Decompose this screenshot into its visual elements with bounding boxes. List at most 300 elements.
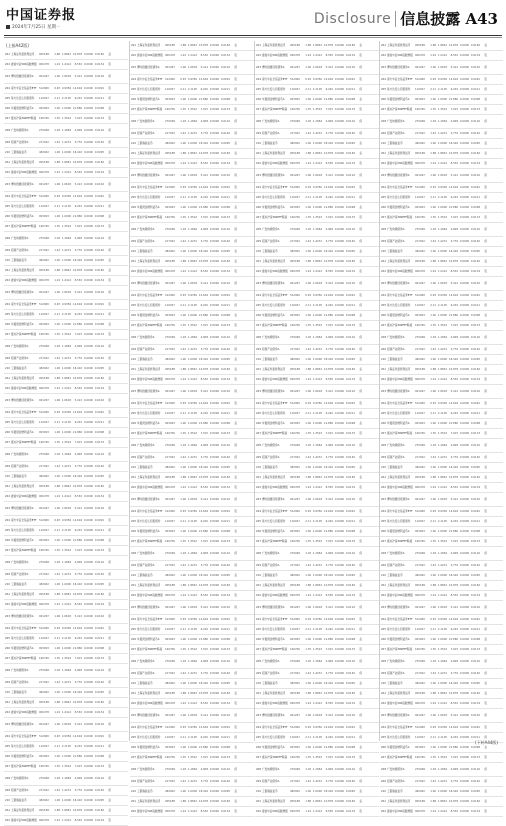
table-cell-n4: 0.0000: [83, 63, 93, 66]
table-row: [380, 419, 503, 429]
table-cell-n5: 0.0133: [94, 657, 104, 660]
table-cell-n4: 0.0000: [83, 809, 93, 812]
table-cell-code: 512900: [39, 627, 49, 630]
table-cell-n4: 0.0000: [209, 628, 219, 631]
table-row: [380, 149, 503, 159]
table-cell-code: 110027: [290, 736, 300, 739]
table-cell-n5: 0.0133: [345, 432, 355, 435]
table-cell-n5: 0.0133: [470, 108, 480, 111]
table-cell-name: 广发纯债债券A: [11, 453, 29, 456]
table-cell-n3: 21,880: [448, 530, 458, 533]
table-cell-code: 003003: [165, 206, 175, 209]
table-cell-no: 205: [5, 97, 10, 100]
table-cell-s: 债: [234, 348, 237, 351]
table-row: [255, 679, 379, 689]
table-cell-n1: 1.42: [430, 348, 436, 351]
table-row: [130, 355, 254, 365]
table-cell-n5: 0.0095: [94, 583, 104, 586]
table-cell-n3: 7,015: [200, 432, 208, 435]
table-cell-name: 工银瑞信货币: [137, 790, 153, 793]
table-cell-n3: 21,880: [72, 539, 82, 542]
table-cell-n1: 1.00: [430, 142, 436, 145]
table-cell-n3: 6,220: [325, 736, 333, 739]
table-cell-n1: 1.24: [430, 594, 436, 597]
table-cell-n4: 0.0000: [83, 701, 93, 704]
table-cell-code: 160706: [415, 756, 425, 759]
table-cell-name: 博时稳健回报债券A: [387, 66, 410, 69]
table-cell-n5: 0.0095: [220, 574, 230, 577]
table-cell-n5: 0.0211: [220, 628, 230, 631]
table-row: [380, 601, 503, 615]
table-cell-n4: 0.0000: [459, 250, 469, 253]
table-cell-n5: 0.0134: [220, 54, 230, 57]
table-cell-n2: 1.0618: [61, 723, 71, 726]
table-cell-n1: 1.35: [180, 540, 186, 543]
table-cell-n4: 0.0000: [83, 603, 93, 606]
table-cell-n3: 3,776: [325, 456, 333, 459]
table-cell-n4: 0.0000: [334, 648, 344, 651]
table-cell-code: 512900: [290, 78, 300, 81]
table-cell-code: 000478: [290, 270, 300, 273]
table-cell-s: 股: [234, 108, 237, 111]
table-cell-n1: 1.00: [180, 358, 186, 361]
table-cell-s: 债: [484, 390, 487, 393]
table-cell-n4: 0.0000: [334, 250, 344, 253]
table-cell-n4: 0.0000: [334, 638, 344, 641]
table-cell-n1: 2.11: [180, 412, 186, 415]
table-row: [4, 202, 128, 212]
table-row: [130, 149, 254, 159]
table-cell-code: 005188: [165, 584, 175, 587]
table-cell-no: 208: [131, 768, 136, 771]
table-cell-n2: 0.9356: [61, 303, 71, 306]
table-cell-n5: 0.0134: [345, 594, 355, 597]
table-row: [130, 753, 254, 763]
table-row: [130, 257, 254, 267]
table-cell-code: 160706: [165, 648, 175, 651]
table-cell-no: 202: [131, 702, 136, 705]
table-row: [130, 763, 254, 777]
table-cell-name: 易方达安心回报债券: [387, 628, 411, 631]
table-cell-n1: 1.42: [180, 672, 186, 675]
table-cell-n4: 0.0000: [334, 88, 344, 91]
table-cell-s: 债: [108, 529, 111, 532]
table-cell-n3: 21,880: [323, 422, 333, 425]
table-cell-n3: 4,908: [450, 444, 458, 447]
table-cell-n2: 1.1864: [437, 336, 447, 339]
table-cell-n1: 1.88: [180, 368, 186, 371]
table-cell-code: 482002: [290, 574, 300, 577]
table-cell-code: 512900: [290, 294, 300, 297]
table-cell-n1: 1.88: [54, 593, 60, 596]
table-cell-code: 512900: [165, 726, 175, 729]
table-cell-n4: 0.0000: [209, 152, 219, 155]
newspaper-logo: 中国证券报: [6, 8, 77, 23]
table-cell-s: 债: [484, 520, 487, 523]
table-cell-n5: 0.0098: [470, 206, 480, 209]
table-cell-n1: 2.11: [430, 520, 436, 523]
table-row: [380, 615, 503, 625]
table-cell-name: 招商产业债券A: [262, 672, 280, 675]
table-cell-n5: 0.0116: [470, 228, 480, 231]
table-cell-n3: 18,402: [448, 790, 458, 793]
table-row: [130, 797, 254, 807]
table-cell-n5: 0.0095: [220, 682, 230, 685]
table-cell-name: 易方达安心回报债券: [137, 628, 161, 631]
table-cell-n1: 1.35: [180, 108, 186, 111]
column-2: [129, 41, 254, 813]
table-cell-s: 债: [484, 336, 487, 339]
table-cell-code: 270048: [415, 336, 425, 339]
table-cell-n1: 1.18: [54, 237, 60, 240]
table-cell-name: 易方达安心回报债券: [262, 88, 286, 91]
table-cell-name: 嘉实沪深300ETF联接: [262, 216, 288, 219]
table-cell-n5: 0.0211: [94, 313, 104, 316]
table-cell-n2: 1.8842: [61, 53, 71, 56]
table-cell-n3: 3,776: [450, 780, 458, 783]
table-cell-no: 202: [5, 63, 10, 66]
table-cell-no: 207: [381, 540, 386, 543]
table-cell-n5: 0.0182: [94, 701, 104, 704]
table-row: [4, 590, 128, 600]
table-cell-s: 债: [234, 780, 237, 783]
table-row: [255, 689, 379, 699]
table-cell-no: 204: [256, 510, 261, 513]
table-cell-n2: 1.1864: [312, 768, 322, 771]
table-cell-no: 202: [131, 378, 136, 381]
table-cell-s: 债: [484, 736, 487, 739]
table-cell-n2: 1.0000: [61, 259, 71, 262]
table-cell-n3: 4,908: [325, 552, 333, 555]
table-cell-n2: 1.0000: [437, 250, 447, 253]
table-cell-n2: 1.1864: [61, 453, 71, 456]
table-cell-no: 209: [5, 789, 10, 792]
table-cell-n4: 0.0000: [334, 108, 344, 111]
table-cell-n4: 0.0000: [459, 228, 469, 231]
table-cell-no: 210: [256, 250, 261, 253]
table-cell-n3: 5,412: [450, 390, 458, 393]
table-cell-code: 001267: [290, 390, 300, 393]
table-cell-code: 003003: [415, 638, 425, 641]
table-cell-n4: 0.0000: [334, 800, 344, 803]
table-cell-n1: 1.18: [430, 444, 436, 447]
table-cell-code: 005188: [39, 809, 49, 812]
table-cell-n3: 5,412: [74, 723, 82, 726]
table-cell-s: 货: [234, 790, 237, 793]
table-row: [255, 645, 379, 655]
table-cell-n2: 1.0618: [61, 183, 71, 186]
table-cell-n5: 0.0095: [94, 799, 104, 802]
table-cell-name: 嘉实沪深300ETF联接: [262, 756, 288, 759]
table-cell-n4: 0.0000: [334, 98, 344, 101]
table-cell-name: 南方中证全指证券ETF: [11, 627, 37, 630]
table-cell-code: 482002: [290, 250, 300, 253]
table-cell-n2: 1.1864: [61, 129, 71, 132]
table-cell-n1: 1.24: [430, 486, 436, 489]
table-cell-n5: 0.0182: [345, 800, 355, 803]
table-cell-code: 000478: [415, 486, 425, 489]
table-cell-n5: 0.0133: [220, 432, 230, 435]
table-cell-code: 482002: [290, 358, 300, 361]
table-cell-n1: 1.00: [430, 466, 436, 469]
table-cell-no: 204: [5, 303, 10, 306]
table-cell-n1: 1.00: [180, 574, 186, 577]
table-cell-n2: 1.8842: [312, 152, 322, 155]
table-cell-no: 205: [381, 88, 386, 91]
table-cell-name: 上海证券盈欣利货币: [11, 161, 35, 164]
table-cell-s: 股: [234, 486, 237, 489]
table-cell-no: 203: [131, 174, 136, 177]
table-cell-no: 204: [381, 510, 386, 513]
table-row: [4, 502, 128, 516]
table-cell-s: 债: [359, 174, 362, 177]
table-cell-name: 易方达安心回报债券: [387, 736, 411, 739]
table-cell-n3: 4,908: [325, 444, 333, 447]
table-cell-n3: 3,776: [200, 672, 208, 675]
continuation-label: (上接A42版): [6, 43, 29, 48]
table-cell-no: 209: [131, 132, 136, 135]
table-cell-n2: 1.0000: [312, 98, 322, 101]
table-cell-no: 204: [5, 195, 10, 198]
table-cell-s: 债: [359, 736, 362, 739]
table-cell-name: 易方达安心回报债券: [11, 637, 35, 640]
table-cell-no: 208: [256, 444, 261, 447]
table-cell-n2: 1.4231: [312, 240, 322, 243]
table-cell-no: 206: [5, 323, 10, 326]
table-cell-n3: 7,015: [325, 108, 333, 111]
table-row: [130, 291, 254, 301]
table-cell-n3: 5,412: [74, 291, 82, 294]
table-row: [380, 645, 503, 655]
table-cell-n5: 0.0095: [345, 574, 355, 577]
table-cell-s: 债: [108, 789, 111, 792]
table-cell-code: 000478: [415, 594, 425, 597]
table-cell-n1: 1.42: [430, 564, 436, 567]
table-cell-s: 债: [359, 552, 362, 555]
table-cell-n5: 0.0091: [345, 618, 355, 621]
table-cell-s: 股: [234, 810, 237, 813]
table-cell-name: 易方达安心回报债券: [137, 304, 161, 307]
table-cell-code: 110027: [415, 520, 425, 523]
table-cell-n2: 1.0000: [61, 647, 71, 650]
table-cell-n5: 0.0140: [345, 240, 355, 243]
table-cell-code: 003003: [290, 98, 300, 101]
table-cell-n2: 1.2412: [61, 603, 71, 606]
table-cell-code: 482002: [39, 151, 49, 154]
table-cell-s: 货: [484, 44, 487, 47]
table-cell-n3: 6,220: [74, 97, 82, 100]
table-row: [255, 625, 379, 635]
table-cell-s: 货: [108, 583, 111, 586]
table-cell-n3: 12,604: [72, 411, 82, 414]
table-cell-n5: 0.0102: [220, 498, 230, 501]
table-cell-n2: 1.0000: [312, 746, 322, 749]
table-cell-n2: 1.4231: [437, 672, 447, 675]
table-cell-n3: 7,015: [200, 540, 208, 543]
table-cell-n4: 0.0000: [209, 486, 219, 489]
table-cell-no: 201: [381, 368, 386, 371]
table-cell-n4: 0.0000: [334, 390, 344, 393]
table-cell-s: 货: [108, 485, 111, 488]
table-cell-n2: 2.1105: [437, 736, 447, 739]
table-row: [255, 777, 379, 787]
table-cell-name: 建信中证500指数增强: [137, 378, 163, 381]
table-row: [380, 115, 503, 129]
table-cell-n3: 5,412: [450, 174, 458, 177]
table-cell-no: 204: [381, 78, 386, 81]
table-row: [130, 561, 254, 571]
table-cell-s: 股: [484, 756, 487, 759]
table-cell-n1: 0.93: [54, 519, 60, 522]
table-cell-code: 005188: [415, 692, 425, 695]
table-row: [255, 601, 379, 615]
table-row: [255, 723, 379, 733]
table-cell-n3: 18,402: [72, 583, 82, 586]
table-row: [4, 438, 128, 448]
table-cell-n3: 3,776: [450, 240, 458, 243]
table-cell-code: 003003: [290, 206, 300, 209]
table-cell-n5: 0.0095: [470, 250, 480, 253]
table-cell-n3: 7,015: [325, 648, 333, 651]
table-cell-s: 股: [359, 216, 362, 219]
table-cell-n5: 0.0140: [220, 672, 230, 675]
table-cell-n1: 0.93: [430, 726, 436, 729]
table-cell-n1: 1.06: [430, 606, 436, 609]
table-cell-no: 208: [381, 660, 386, 663]
table-cell-no: 202: [131, 486, 136, 489]
table-cell-code: 482002: [415, 142, 425, 145]
table-cell-name: 招商产业债券A: [137, 348, 155, 351]
table-cell-name: 嘉实沪深300ETF联接: [137, 108, 163, 111]
table-row: [4, 50, 128, 60]
masthead: [4, 2, 502, 42]
table-cell-n3: 5,412: [325, 606, 333, 609]
table-cell-n1: 2.11: [54, 529, 60, 532]
table-cell-code: 003003: [290, 422, 300, 425]
table-cell-n3: 4,908: [325, 336, 333, 339]
table-cell-no: 210: [131, 142, 136, 145]
table-row: [130, 375, 254, 385]
table-row: [380, 439, 503, 453]
table-cell-no: 208: [381, 120, 386, 123]
table-cell-n5: 0.0091: [220, 618, 230, 621]
table-cell-n3: 21,880: [198, 746, 208, 749]
table-cell-code: 000478: [290, 378, 300, 381]
table-cell-n3: 12,604: [198, 186, 208, 189]
table-cell-s: 货: [108, 377, 111, 380]
table-row: [130, 527, 254, 537]
table-cell-n1: 0.93: [305, 726, 311, 729]
table-cell-n2: 1.0000: [61, 215, 71, 218]
table-cell-n3: 7,015: [200, 756, 208, 759]
table-cell-code: 005188: [39, 701, 49, 704]
table-row: [4, 556, 128, 570]
table-cell-n1: 1.06: [430, 390, 436, 393]
table-cell-n1: 1.06: [430, 498, 436, 501]
table-cell-s: 债: [234, 520, 237, 523]
table-cell-s: 债: [484, 196, 487, 199]
table-cell-no: 207: [5, 549, 10, 552]
table-cell-n1: 1.42: [54, 465, 60, 468]
table-cell-n1: 1.18: [305, 660, 311, 663]
table-cell-n5: 0.0134: [94, 63, 104, 66]
table-cell-n1: 1.06: [430, 714, 436, 717]
table-cell-code: 482002: [415, 682, 425, 685]
table-cell-name: 广发纯债债券A: [11, 777, 29, 780]
table-cell-n4: 0.0000: [209, 368, 219, 371]
table-cell-n4: 0.0000: [83, 777, 93, 780]
table-cell-n2: 1.4231: [187, 672, 197, 675]
table-cell-n3: 4,908: [200, 444, 208, 447]
table-cell-s: 债: [108, 421, 111, 424]
table-cell-s: 货: [484, 638, 487, 641]
table-cell-n2: 1.3522: [312, 540, 322, 543]
table-cell-code: 005188: [290, 260, 300, 263]
table-cell-no: 207: [131, 540, 136, 543]
table-cell-s: 股: [359, 540, 362, 543]
table-cell-n2: 2.1105: [437, 520, 447, 523]
table-cell-n2: 1.3522: [312, 432, 322, 435]
table-cell-n5: 0.0095: [345, 250, 355, 253]
table-cell-code: 512900: [415, 726, 425, 729]
table-cell-n3: 6,220: [325, 628, 333, 631]
table-row: [380, 257, 503, 267]
table-cell-name: 建信中证500指数增强: [387, 270, 413, 273]
table-cell-n5: 0.0140: [345, 672, 355, 675]
table-cell-s: 债: [359, 196, 362, 199]
table-cell-n4: 0.0000: [459, 390, 469, 393]
table-row: [130, 331, 254, 345]
table-cell-name: 工银瑞信货币: [137, 142, 153, 145]
table-cell-n3: 12,604: [448, 510, 458, 513]
table-cell-n4: 0.0000: [459, 108, 469, 111]
table-cell-s: 股: [108, 765, 111, 768]
table-cell-n1: 1.00: [430, 422, 436, 425]
table-cell-no: 207: [5, 117, 10, 120]
table-cell-n5: 0.0211: [94, 421, 104, 424]
column-3: [254, 41, 379, 813]
table-cell-code: 005188: [39, 53, 49, 56]
table-cell-code: 270048: [415, 444, 425, 447]
table-cell-n4: 0.0000: [209, 780, 219, 783]
table-cell-n5: 0.0116: [470, 660, 480, 663]
table-cell-s: 股: [234, 270, 237, 273]
table-cell-n5: 0.0140: [345, 564, 355, 567]
table-row: [380, 183, 503, 193]
table-cell-no: 207: [5, 225, 10, 228]
table-cell-s: 债: [359, 228, 362, 231]
table-cell-n1: 1.42: [305, 780, 311, 783]
table-row: [130, 193, 254, 203]
table-cell-n4: 0.0000: [83, 215, 93, 218]
table-row: [4, 428, 128, 438]
table-cell-no: 210: [256, 142, 261, 145]
table-cell-code: 217022: [290, 456, 300, 459]
table-cell-n3: 18,402: [198, 682, 208, 685]
table-cell-code: 217022: [39, 249, 49, 252]
table-cell-n2: 0.9356: [61, 627, 71, 630]
brand-english: Disclosure: [313, 10, 392, 27]
table-cell-code: 000478: [165, 378, 175, 381]
table-cell-n5: 0.0133: [220, 324, 230, 327]
table-cell-n3: 10,878: [323, 368, 333, 371]
table-cell-n3: 4,908: [74, 453, 82, 456]
table-cell-n5: 0.0211: [220, 196, 230, 199]
table-cell-n5: 0.0134: [345, 162, 355, 165]
table-cell-n2: 1.0000: [61, 431, 71, 434]
table-cell-n5: 0.0182: [470, 692, 480, 695]
table-cell-n3: 12,604: [448, 186, 458, 189]
